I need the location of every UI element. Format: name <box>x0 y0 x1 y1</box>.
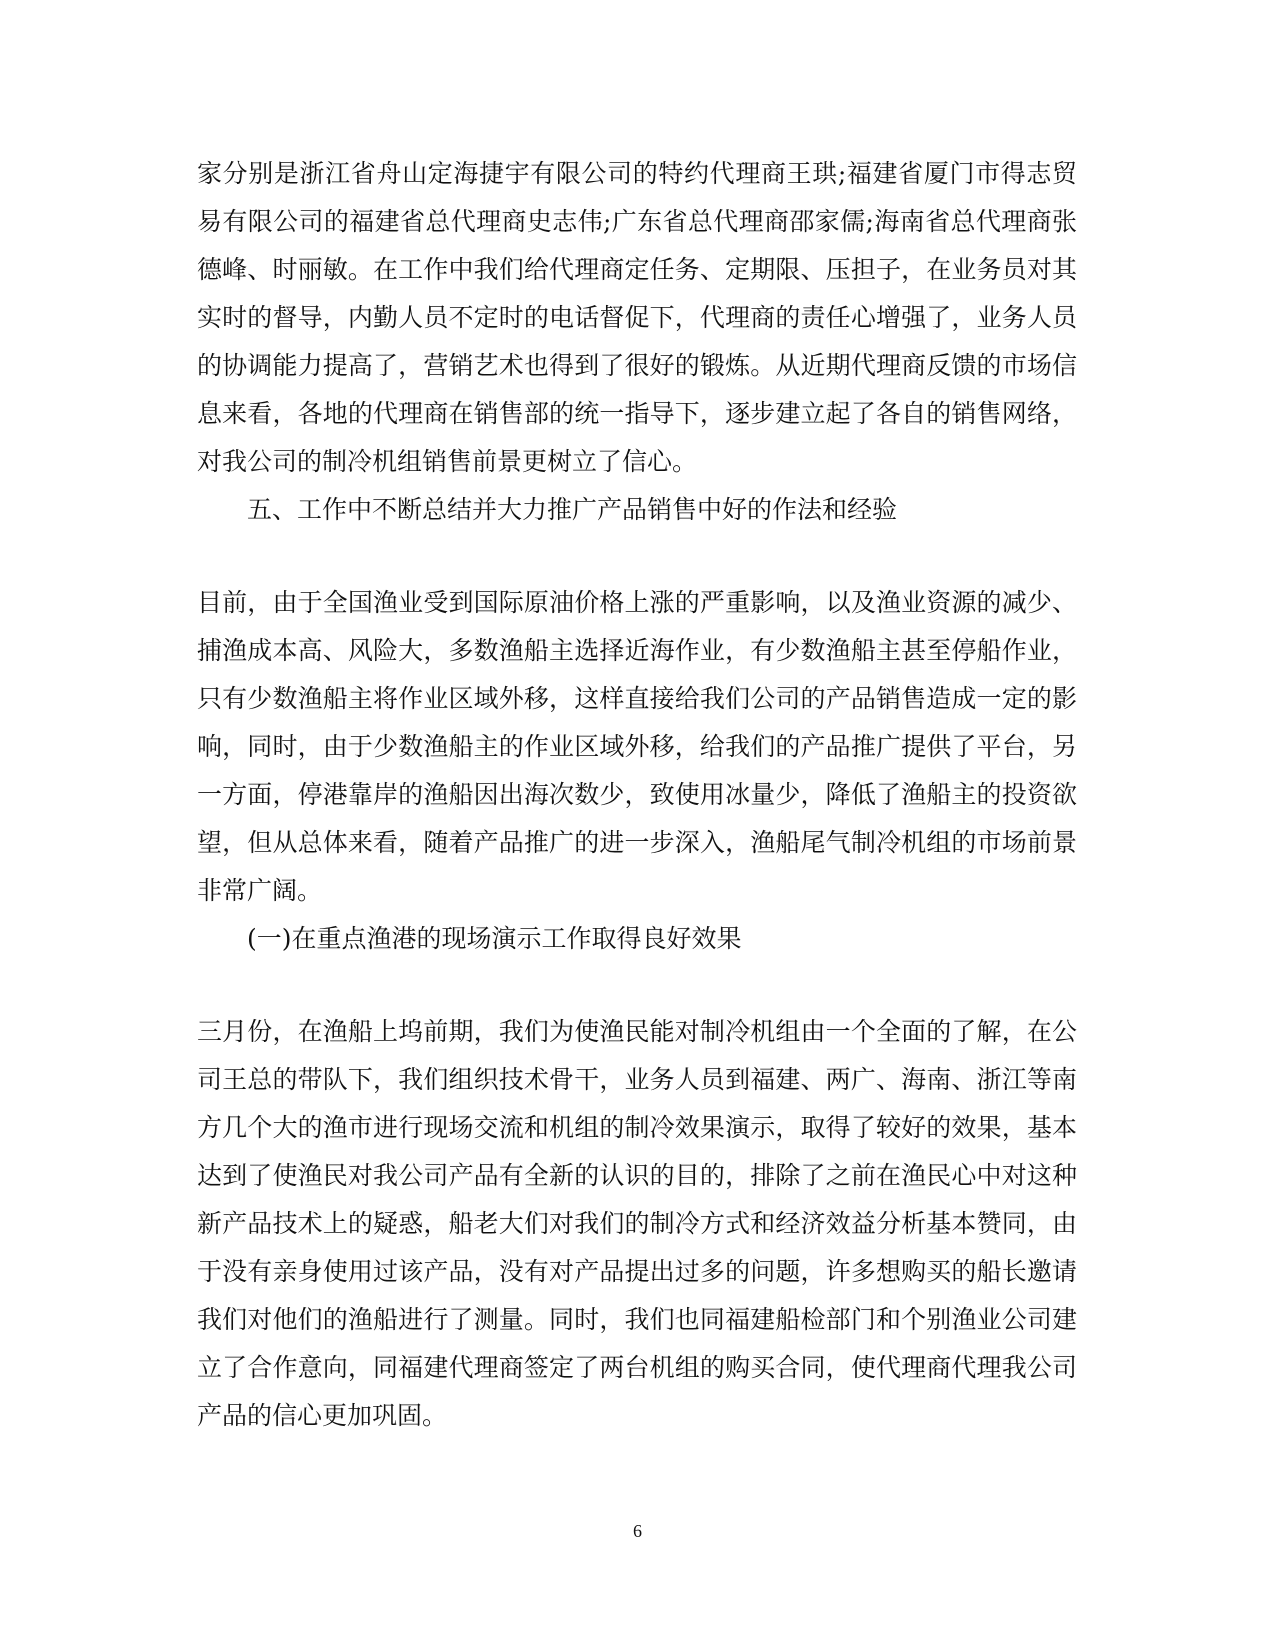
text-line: 息来看，各地的代理商在销售部的统一指导下，逐步建立起了各自的销售网络， <box>197 399 1077 428</box>
text-line: 家分别是浙江省舟山定海捷宇有限公司的特约代理商王珙;福建省厦门市得志贸 <box>197 159 1077 188</box>
text-line: 三月份，在渔船上坞前期，我们为使渔民能对制冷机组由一个全面的了解，在公 <box>197 1017 1077 1046</box>
text-line: 新产品技术上的疑惑，船老大们对我们的制冷方式和经济效益分析基本赞同，由 <box>197 1209 1077 1238</box>
text-line: 望，但从总体来看，随着产品推广的进一步深入，渔船尾气制冷机组的市场前景 <box>197 828 1077 857</box>
page-number: 6 <box>633 1521 642 1541</box>
subsection-heading: (一)在重点渔港的现场演示工作取得良好效果 <box>247 924 742 953</box>
text-line: 司王总的带队下，我们组织技术骨干，业务人员到福建、两广、海南、浙江等南 <box>197 1065 1077 1094</box>
text-line: 达到了使渔民对我公司产品有全新的认识的目的，排除了之前在渔民心中对这种 <box>197 1161 1077 1190</box>
text-line: 只有少数渔船主将作业区域外移，这样直接给我们公司的产品销售造成一定的影 <box>197 684 1077 713</box>
text-line: 一方面，停港靠岸的渔船因出海次数少，致使用冰量少，降低了渔船主的投资欲 <box>197 780 1077 809</box>
text-line: 目前，由于全国渔业受到国际原油价格上涨的严重影响，以及渔业资源的减少、 <box>197 588 1077 617</box>
text-line: 捕渔成本高、风险大，多数渔船主选择近海作业，有少数渔船主甚至停船作业， <box>197 636 1077 665</box>
text-line: 方几个大的渔市进行现场交流和机组的制冷效果演示，取得了较好的效果，基本 <box>197 1113 1077 1142</box>
text-line: 德峰、时丽敏。在工作中我们给代理商定任务、定期限、压担子，在业务员对其 <box>197 255 1077 284</box>
text-line: 响，同时，由于少数渔船主的作业区域外移，给我们的产品推广提供了平台，另 <box>197 732 1077 761</box>
text-line: 实时的督导，内勤人员不定时的电话督促下，代理商的责任心增强了，业务人员 <box>197 303 1077 332</box>
text-line: 非常广阔。 <box>197 876 323 905</box>
text-line: 的协调能力提高了，营销艺术也得到了很好的锻炼。从近期代理商反馈的市场信 <box>197 351 1077 380</box>
text-line: 易有限公司的福建省总代理商史志伟;广东省总代理商邵家儒;海南省总代理商张 <box>197 207 1077 236</box>
text-line: 立了合作意向，同福建代理商签定了两台机组的购买合同，使代理商代理我公司 <box>197 1353 1077 1382</box>
text-line: 于没有亲身使用过该产品，没有对产品提出过多的问题，许多想购买的船长邀请 <box>197 1257 1077 1286</box>
text-line: 产品的信心更加巩固。 <box>197 1401 448 1430</box>
text-line: 对我公司的制冷机组销售前景更树立了信心。 <box>197 447 698 476</box>
text-line: 我们对他们的渔船进行了测量。同时，我们也同福建船检部门和个别渔业公司建 <box>197 1305 1077 1334</box>
section-heading: 五、工作中不断总结并大力推广产品销售中好的作法和经验 <box>247 495 898 524</box>
